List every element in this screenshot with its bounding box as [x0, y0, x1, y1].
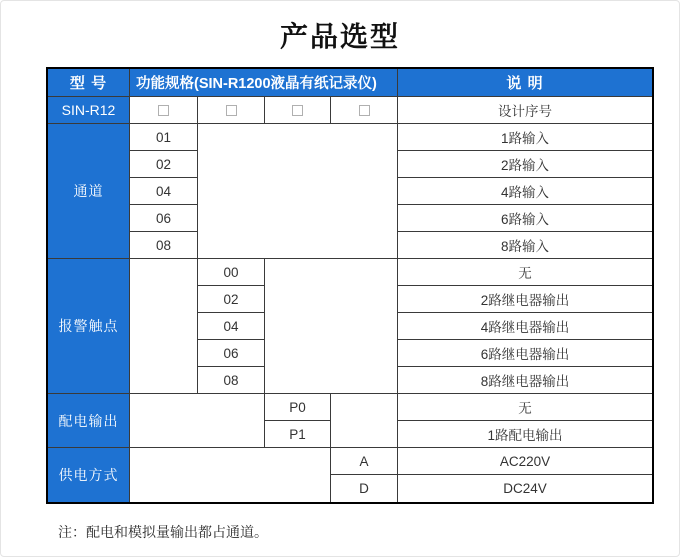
code-cell: 04 — [198, 313, 265, 340]
empty-merged-cell — [331, 394, 398, 448]
desc-cell: 1路配电输出 — [398, 421, 652, 448]
desc-cell: 4路继电器输出 — [398, 313, 652, 340]
section-label-channels: 通道 — [48, 124, 130, 259]
code-cell: P1 — [265, 421, 331, 448]
desc-cell: 6路继电器输出 — [398, 340, 652, 367]
code-cell: 06 — [130, 205, 198, 232]
section-label-power-supply: 供电方式 — [48, 448, 130, 502]
empty-checkbox-icon — [226, 105, 237, 116]
page-title: 产品选型 — [279, 21, 400, 52]
code-cell: 06 — [198, 340, 265, 367]
product-selection-table — [46, 67, 654, 504]
desc-cell: 2路输入 — [398, 151, 652, 178]
desc-cell: 无 — [398, 394, 652, 421]
code-cell: 08 — [198, 367, 265, 394]
code-cell: P0 — [265, 394, 331, 421]
empty-checkbox-icon — [359, 105, 370, 116]
code-cell: A — [331, 448, 398, 475]
empty-merged-cell — [265, 259, 398, 394]
section-label-power-output: 配电输出 — [48, 394, 130, 448]
desc-cell: 6路输入 — [398, 205, 652, 232]
model-name-cell: SIN-R12 — [48, 97, 130, 124]
section-label-alarm-contacts: 报警触点 — [48, 259, 130, 394]
empty-merged-cell — [130, 448, 331, 502]
code-cell: 02 — [198, 286, 265, 313]
table-header-desc: 说 明 — [398, 69, 652, 97]
desc-cell: 4路输入 — [398, 178, 652, 205]
desc-cell: DC24V — [503, 481, 547, 496]
code-placeholder-cell — [198, 97, 265, 124]
desc-cell: 设计序号 — [398, 97, 652, 124]
code-cell: D — [331, 475, 398, 502]
table-header-spec: 功能规格(SIN-R1200液晶有纸记录仪) — [130, 69, 398, 97]
code-cell: 08 — [130, 232, 198, 259]
code-placeholder-cell — [331, 97, 398, 124]
desc-cell: 1路输入 — [398, 124, 652, 151]
code-placeholder-cell — [265, 97, 331, 124]
desc-cell: 8路输入 — [398, 232, 652, 259]
code-cell: 00 — [198, 259, 265, 286]
empty-merged-cell — [198, 124, 398, 259]
code-cell: 02 — [130, 151, 198, 178]
desc-cell: 8路继电器输出 — [398, 367, 652, 394]
empty-checkbox-icon — [292, 105, 303, 116]
empty-merged-cell — [130, 394, 265, 448]
code-placeholder-cell — [130, 97, 198, 124]
code-cell: 04 — [130, 178, 198, 205]
table-header-model: 型 号 — [48, 69, 130, 97]
empty-checkbox-icon — [158, 105, 169, 116]
code-cell: 01 — [130, 124, 198, 151]
footnote-text: 注：配电和模拟量输出都占通道。 — [58, 524, 268, 540]
desc-cell: AC220V — [398, 448, 652, 475]
desc-cell: 无 — [398, 259, 652, 286]
desc-cell: 2路继电器输出 — [398, 286, 652, 313]
empty-merged-cell — [130, 259, 198, 394]
